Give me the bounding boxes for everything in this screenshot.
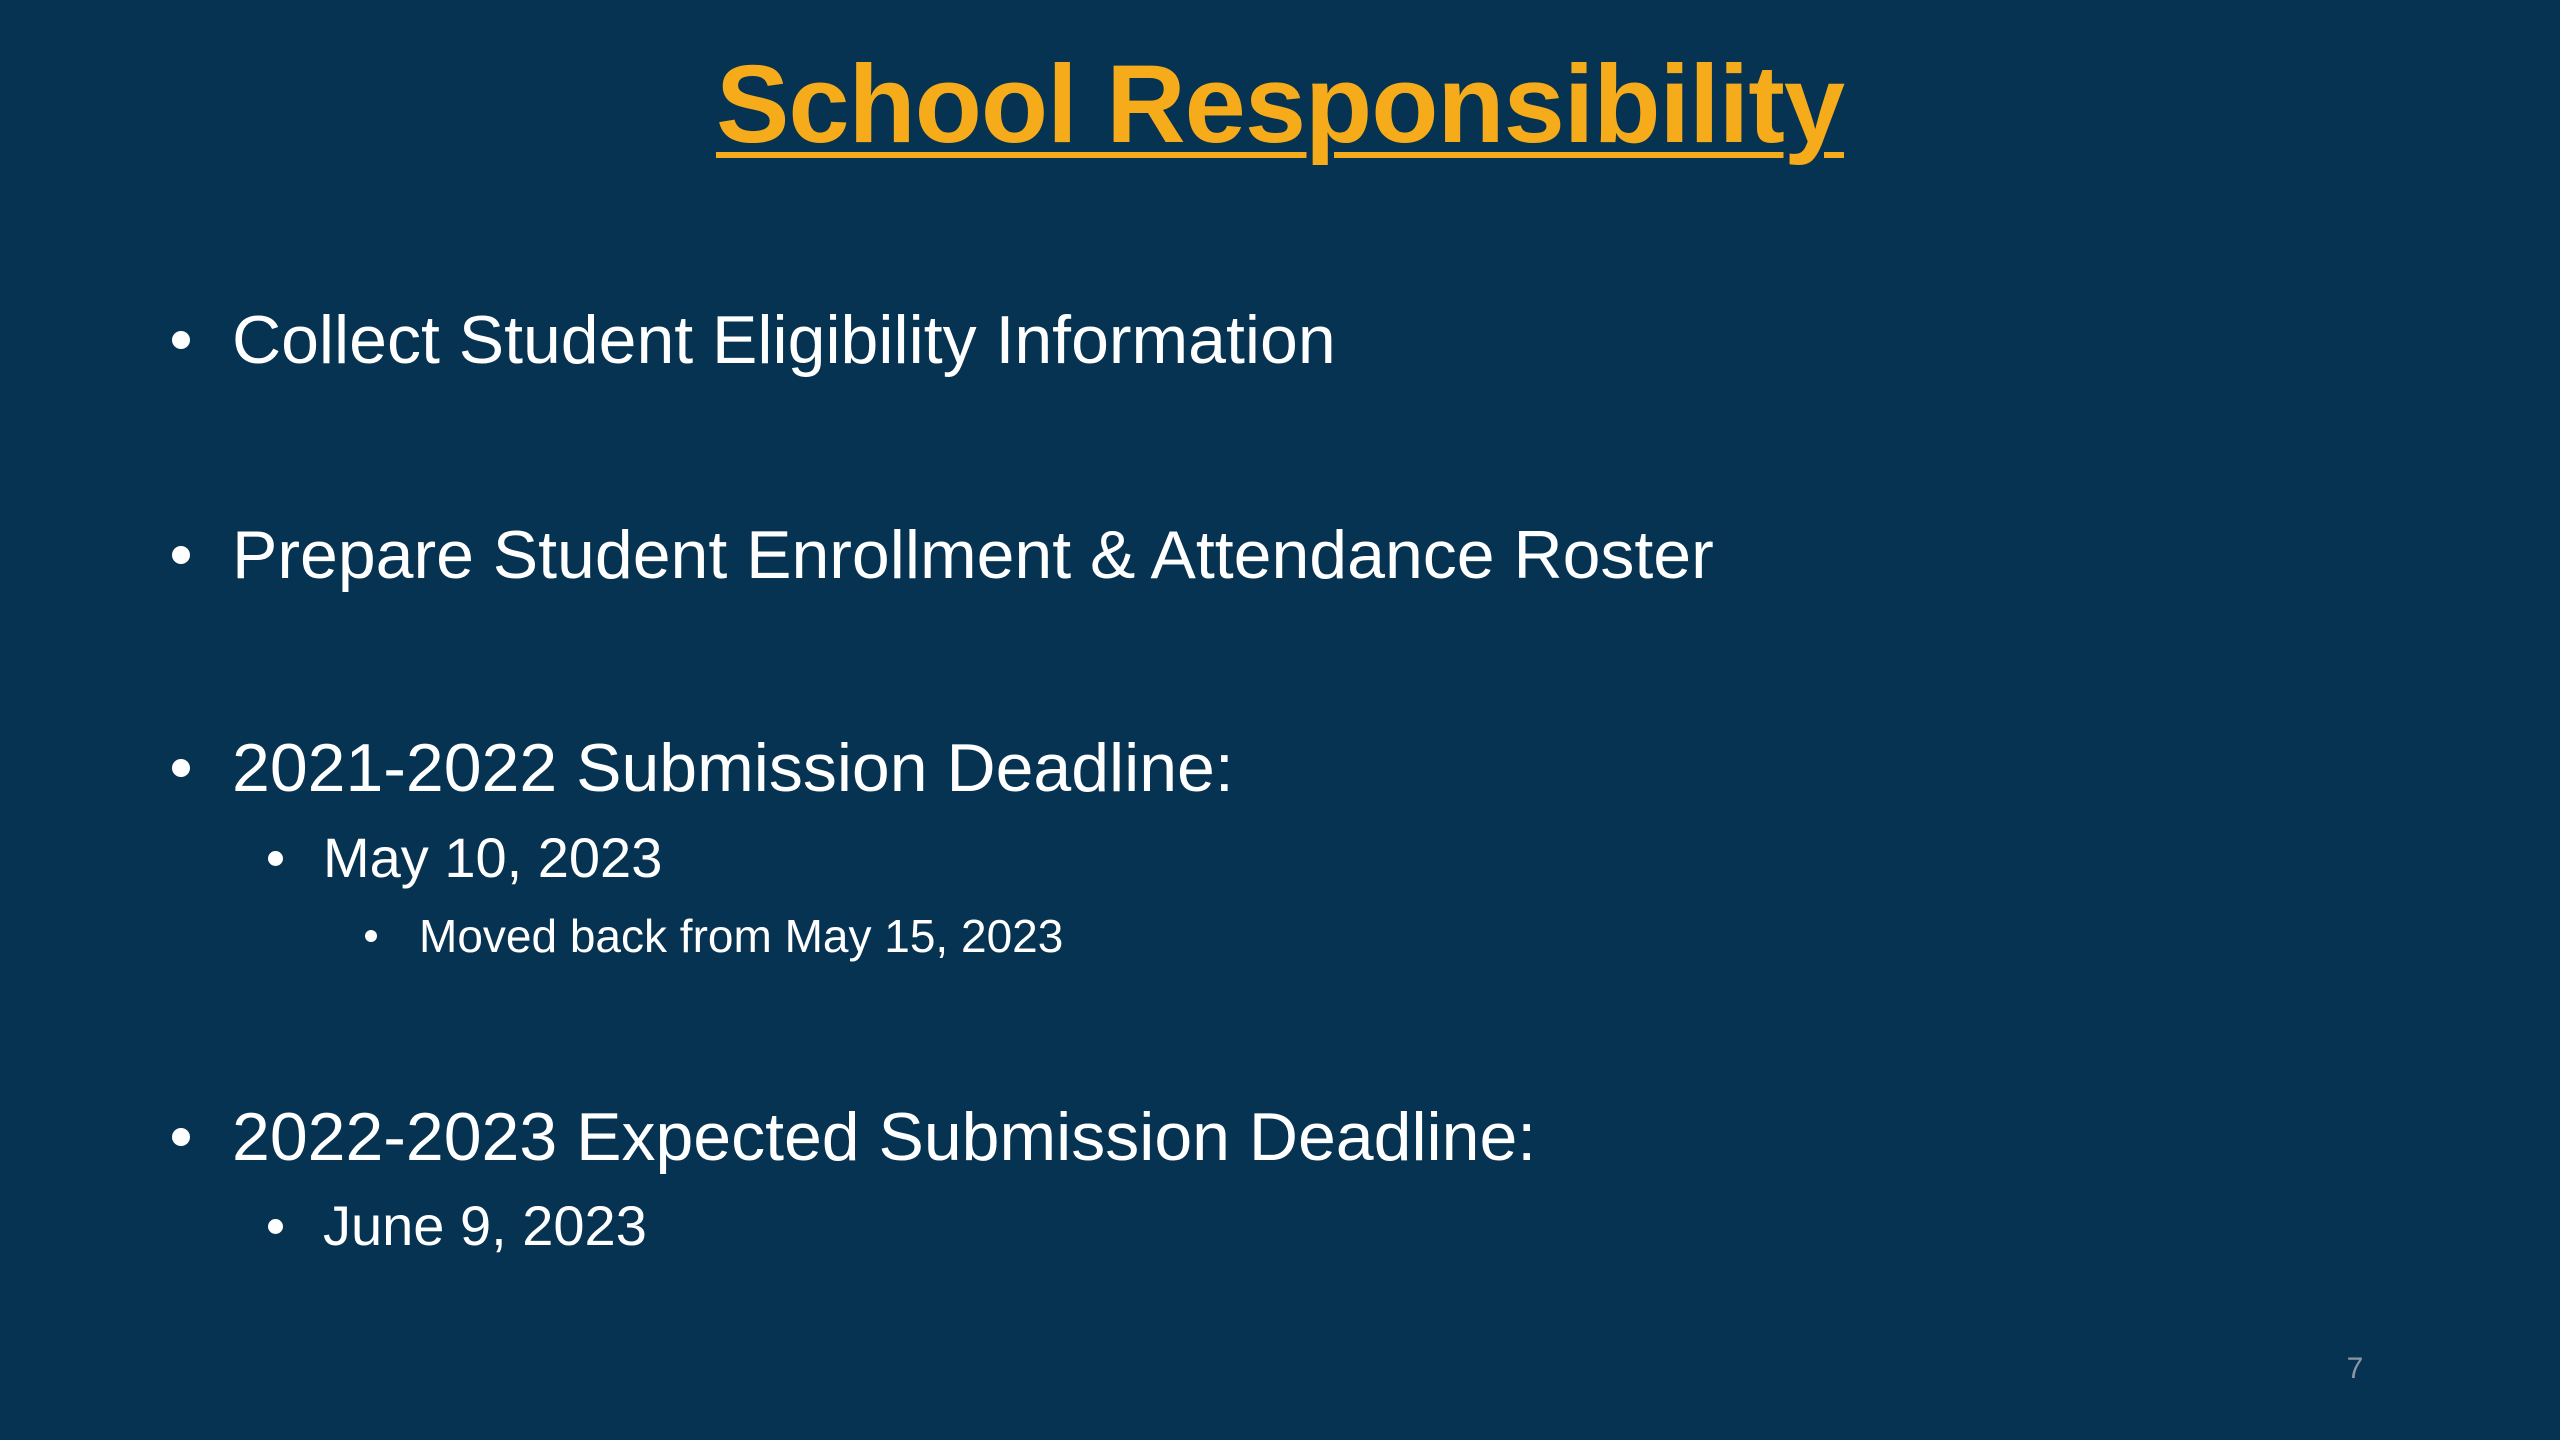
bullet-item (172, 728, 1234, 808)
sub-bullet-item (268, 824, 662, 892)
bullet-dot-icon (365, 930, 377, 942)
sub-bullet-text: June 9, 2023 (323, 1194, 647, 1257)
bullet-dot-icon (172, 1128, 190, 1146)
slide-title: School Responsibility (715, 43, 1845, 166)
bullet-dot-icon (268, 1219, 283, 1234)
bullet-text: 2022-2023 Expected Submission Deadline: (232, 1099, 1537, 1175)
bullet-text: 2021-2022 Submission Deadline: (232, 730, 1234, 806)
bullet-dot-icon (172, 331, 190, 349)
sub-sub-bullet-text: Moved back from May 15, 2023 (419, 910, 1064, 962)
bullet-item (172, 300, 1336, 380)
bullet-dot-icon (172, 759, 190, 777)
bullet-item (172, 1097, 1536, 1177)
bullet-dot-icon (172, 546, 190, 564)
bullet-text: Prepare Student Enrollment & Attendance Roster (232, 517, 1714, 593)
page-number: 7 (2346, 1352, 2364, 1385)
sub-bullet-item (268, 1192, 647, 1260)
bullet-item (172, 515, 1714, 595)
bullet-dot-icon (268, 851, 283, 866)
bullet-text: Collect Student Eligibility Information (232, 302, 1336, 378)
sub-bullet-text: May 10, 2023 (323, 826, 663, 889)
sub-sub-bullet-item (365, 908, 1063, 964)
